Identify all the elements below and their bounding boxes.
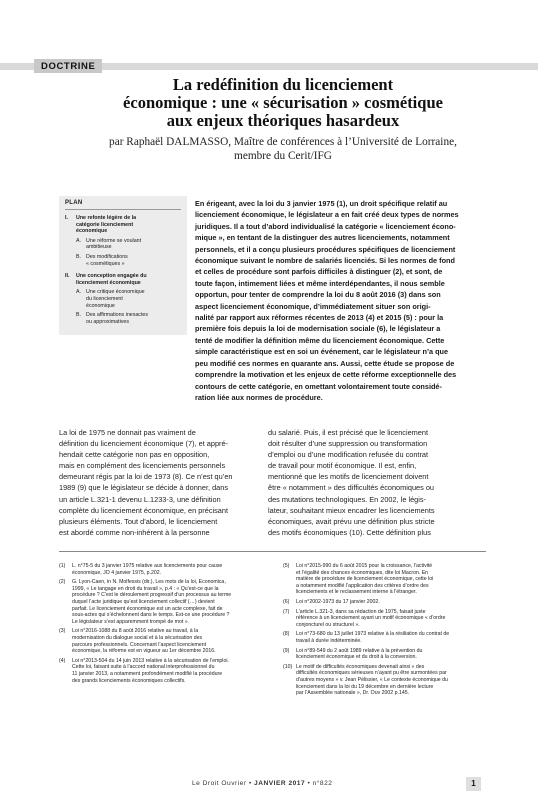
chapeau-line: personnels, et il a conçu plusieurs procédures spécifiques de licenciement [195,244,456,254]
plan-section [65,273,181,286]
footnote-line: Loi n°2002-1973 du 17 janvier 2002. [296,598,380,605]
footnote-line: L. n°75-5 du 3 janvier 1975 relative aux licenciements pour cause [72,563,223,569]
plan-subsection-title [86,289,145,309]
body-line: du salarié. Puis, il est précisé que le licenciement [268,428,429,437]
body-line: mentionné que les motifs de licenciement doivent [268,472,429,482]
footnote-line: d’autres moyens » v. Jean Pélissier, « Le contexte économique du [296,676,448,683]
body-line: est abordé comme non-inhérent à la personne [59,527,210,537]
body-line: un article L.321-1 devenu L.1233-3, une définition [59,494,221,504]
plan-line: Des modifications [86,253,128,260]
footnote-text [296,563,433,596]
chapeau-line: En érigeant, avec la loi du 3 janvier 1975 (1), un droit spécifique relatif au [195,199,448,208]
body-line: d’emploi ou d’une modification refusée du contrat [268,450,429,460]
footnote-line: 1999, « Le langage en droit du travail », p.4 : « Qu’est-ce que la [72,585,219,592]
footnote-line: conjoncturel ou structurel ». [296,621,360,628]
footnote-line: travail à durée indéterminée. [296,637,362,644]
plan-subsection-title [86,312,148,325]
footer-citation [192,780,332,787]
chapeau-line: simple caractéristique est en soi un événement, car le législateur n’a que [195,347,449,357]
footnote-line: parcours professionnels. Concernant l’aspect licenciement [72,641,207,648]
chapeau-line: première fois depuis la loi de modernisation sociale (6), le législateur a [195,324,441,334]
plan-line: ou approximatives [86,318,129,325]
footnote-line: Le législateur s’est apparemment trompé de mot ». [72,618,190,625]
footnote [59,563,265,576]
body-line: de travail pour motif économique. Il est, enfin, [268,461,417,471]
footnote-line: parfait. Le licenciement économique est un acte complexe, fait de [72,605,223,612]
plan-line: Une refonte légère de la [76,215,137,221]
plan-section-number: I. [65,215,68,221]
footnote-line: G. Lyon-Caen, in N. Molfessis (dir.), Les mots de la loi, Economica, [72,579,226,586]
footnote-line: sous-actes qui s’échelonnent dans le temps. Est-ce une procédure ? [72,612,230,619]
plan-line: Une conception engagée du [76,273,147,280]
chapeau-line: juridiques. Il a tout d’abord individualisé la catégorie « licenciement écono- [195,221,456,231]
plan-line: Des affirmations inexactes [86,312,149,319]
footnote-number: (2) [59,579,66,586]
footnote-number: (7) [283,608,290,615]
body-line: économiques, avait prévu une définition plus stricte [268,516,435,526]
chapeau-line: toute façon, intimement liées et même interdépendantes, il nous semble [195,278,445,288]
footnote-line: économique, la réforme est en vigueur au 1er décembre 2016. [72,648,216,655]
body-line: demeurant régis par la loi de 1973 (8). Ce n’est qu’en [59,472,233,482]
footnote-line: par l’Assemblée nationale », Dr. Ouv 2002 p.145. [296,690,410,697]
footnote-line: difficultés économiques sérieuses n’ayant pu être surmontées par [296,670,447,677]
body-line: La loi de 1975 ne donnait pas vraiment de [59,428,196,437]
footnote-number: (3) [59,628,66,635]
body-line: 1989 (9) que le législateur se décide à donner, dans [59,483,229,493]
chapeau-line: mique », en tentant de la distinguer des autres licenciements, notamment [195,233,450,243]
plan-line: licenciement économique [76,279,141,286]
footnote-number: (4) [59,657,66,664]
author-line: par Raphaël DALMASSO, Maître de conférences à l’Université de Lorraine, [109,136,457,148]
plan-subsection-title [86,238,141,251]
plan-heading: PLAN [65,200,181,210]
plan-line: catégorie licenciement [76,221,134,228]
plan-subsection [76,254,181,267]
chapeau-line: opportun, pour tenter de comprendre la loi du 8 août 2016 (3) dans son [195,290,441,300]
chapeau-line: et celles de procédure sont parfois difficiles à distinguer (2), et sont, de [195,267,443,277]
chapeau-line: aspect licenciement économique, d’immédiatement situer son origi- [195,301,431,311]
footnote [59,658,265,684]
footnote [283,648,489,661]
plan-line: « cosmétiques » [86,260,125,267]
chapeau-line: peu modifié ces normes en quarante ans. Aussi, cette étude se propose de [195,358,455,368]
plan-line: Une critique économique [86,289,145,296]
author-line: membre du Cerit/IFG [234,149,332,162]
plan-subsection-number: A. [76,237,82,244]
plan-line: du licenciement [86,295,123,302]
chapeau-line: comprendre la motivation et les enjeux de cette réforme exceptionnelle des [195,370,457,380]
footnotes-right [283,563,489,700]
footnote-line: a notamment modifié l’application des critères d’ordre des [296,582,429,589]
footnote-number: (9) [283,647,290,654]
body-line: mais en complément des licenciements personnels [59,461,226,471]
plan-line: économique [86,302,115,309]
footnote-text [296,609,445,629]
footnote-line: licenciement dans la loi du 19 décembre en dernière lecture [296,683,434,690]
chapeau-intro [195,198,485,403]
footnote-text [72,658,229,684]
footnote-line: référence à un licenciement ayant un motif économique « d’ordre [296,615,446,622]
footnote-line: Loi n°2016-1088 du 8 août 2016 relative au travail, à la [72,628,199,635]
chapeau-line: tenté de modifier la définition même du licenciement économique. Cette [195,335,445,345]
body-line: complète du licenciement économique, en précisant [59,505,229,515]
plan-line: ambitieuse [86,244,112,251]
footnote [283,664,489,697]
plan-box [59,196,187,335]
body-line: des mutations technologiques. En 2002, le légis- [268,494,426,504]
title-line: La redéfinition du licenciement [172,75,394,94]
author-byline [100,136,466,163]
plan-subsection [76,289,181,309]
footer-date: JANVIER 2017 [254,780,306,787]
footnote-line: 11 janvier 2013, a notamment profondément modifié la procédure [72,670,223,677]
body-line: plusieurs éléments. Tout d’abord, le licenciement [59,516,218,526]
footnote-text [296,648,422,661]
footnote-number: (6) [283,598,290,605]
plan-section [65,215,181,235]
footnote-line: Loi n°89-549 du 2 août 1989 relative à la prévention du [296,647,423,654]
body-line: lateur, souhaitant mieux encadrer les licenciements [268,505,435,515]
footnote-line: modernisation du dialogue social et à la sécurisation des [72,634,203,641]
footnote-line: Loi n°73-680 du 13 juillet 1973 relative à la résiliation du contrat de [296,631,450,638]
footnote-text [296,631,449,644]
footnote-text [296,664,448,697]
body-line: être « notamment » des difficultés économiques ou [268,483,435,493]
chapeau-line: nalité par rapport aux réformes récentes de 2013 (4) et 2015 (5) : pour la [195,313,444,323]
plan-outline [65,215,181,325]
plan-subsection-number: B. [76,312,82,319]
plan-subsection [76,312,181,325]
body-line: doit résulter d’une suppression ou transformation [268,439,428,449]
body-line: définition du licenciement économique (7), et appré- [59,439,229,449]
chapeau-line: ration liée aux normes de procédure. [195,392,323,402]
footnote-line: Le motif de difficultés économiques devenait ainsi « des [296,663,425,670]
page-number: 1 [466,777,481,791]
footnote-line: Loi n°2013-504 du 14 juin 2013 relative à la sécurisation de l’emploi. [72,657,229,664]
footnote-line: des grands licenciements économiques collectifs. [72,677,186,684]
footnote-number: (5) [283,563,290,569]
footnote-line: licenciement économique et du droit à la conversion. [296,654,417,661]
footnote-text [296,599,380,606]
footnote-number: (1) [59,563,66,569]
footnote-line: Cette loi, faisant suite à l’accord national interprofessionnel du [72,664,215,671]
footnote [283,599,489,606]
plan-subsection-number: A. [76,289,82,296]
body-line: des motifs économiques (10). Cette définition plus [268,527,431,537]
body-column-left [59,427,276,538]
footnote-line: Loi n°2015-990 du 6 août 2015 pour la croissance, l’activité [296,563,433,569]
footnote-line: licenciements et le reclassement interne à l’étranger. [296,589,417,596]
footnote [59,579,265,625]
footer-journal: Le Droit Ouvrier [192,780,247,787]
article-title [90,76,476,130]
footnote-divider [59,551,486,552]
plan-subsection [76,238,181,251]
chapeau-line: licenciement économique, le législateur a en fait créé deux types de normes [195,210,459,220]
footnote-number: (10) [283,663,293,670]
body-line: hendait cette catégorie non pas en opposition, [59,450,210,460]
plan-line: économique [76,228,108,235]
footnote-line: et l’égalité des chances économiques, dite loi Macron. En [296,569,429,576]
footnote-line: matière de procédure de licenciement économique, cette loi [296,576,434,583]
footnote [59,628,265,654]
body-column-right [268,427,485,538]
footnote-text [72,563,222,576]
plan-subsection-number: B. [76,253,82,260]
footnotes-left [59,563,265,687]
plan-line: Une réforme se voulant [86,237,142,244]
rubric-label: DOCTRINE [34,59,102,73]
plan-section-number: II. [65,273,70,280]
footer-issue: n°822 [312,780,333,787]
footer-sep: • [248,780,255,787]
plan-section-title [76,273,147,286]
footnote-line: économique, JO 4 janvier 1975, p.202. [72,569,162,576]
footnote-line: duquel l’acte juridique qu’est licenciement collectif (…) devient [72,598,215,605]
footnote-text [72,628,216,654]
title-line: aux enjeux théoriques hasardeux [166,111,400,130]
chapeau-line: contours de cette catégorie, en omettant volontairement toute considé- [195,381,442,391]
footnote-line: L’article L.321-3, dans sa rédaction de 1975, faisait juste [296,608,426,615]
footnote [283,609,489,629]
title-line: économique : une « sécurisation » cosmétique [123,93,443,112]
footnote-line: procédure ? C’est le déroulement progressif d’un processus au terme [72,592,232,599]
footnote-number: (8) [283,631,290,638]
chapeau-line: économique suivant le nombre de salariés licenciés. Si les normes de fond [195,256,455,266]
footnote [283,631,489,644]
plan-section-title [76,215,136,235]
footnote [283,563,489,596]
footnote-text [72,579,231,625]
plan-subsection-title [86,254,128,267]
footer-sep: • [307,780,313,787]
